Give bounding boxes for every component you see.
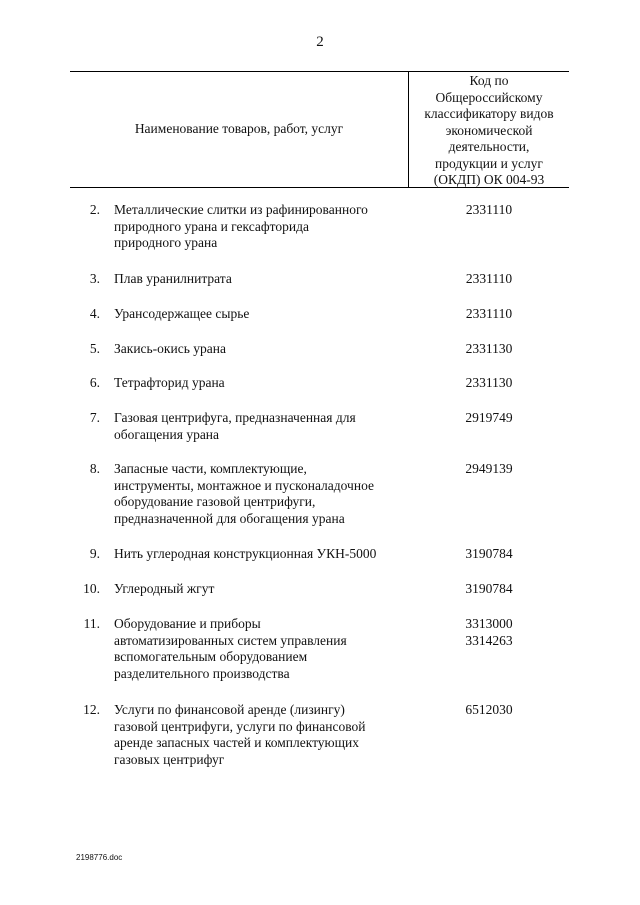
row-number: 6.: [89, 375, 100, 390]
row-number: 9.: [89, 546, 100, 561]
row-name-line: Услуги по финансовой аренде (лизингу): [114, 702, 345, 717]
row-name: [114, 546, 414, 563]
document-filename: 2198776.doc: [76, 853, 123, 862]
row-name-line: Тетрафторид урана: [114, 375, 225, 390]
row-code: [409, 306, 569, 323]
row-code: [409, 702, 569, 719]
row-name: [114, 410, 414, 443]
row-name-line: Плав уранилнитрата: [114, 271, 232, 286]
row-code-value: 3313000: [465, 616, 513, 631]
row-code-value: 2331110: [465, 271, 513, 286]
row-name-line: обогащения урана: [114, 426, 220, 442]
header-code-line: Общероссийскому: [435, 89, 543, 105]
row-number: 2.: [89, 202, 100, 217]
row-name: [114, 581, 414, 598]
row-name-line: оборудование газовой центрифуги,: [114, 494, 316, 509]
row-name-line: Урансодержащее сырье: [114, 306, 250, 321]
row-name-line: Углеродный жгут: [114, 581, 215, 596]
row-code: [409, 271, 569, 288]
header-code-line: Код по: [469, 73, 509, 88]
row-name-line: газовой центрифуги, услуги по финансовой: [114, 718, 366, 734]
row-code: [409, 410, 569, 427]
page-number: 2: [316, 34, 324, 50]
row-name-line: Закись-окись урана: [114, 341, 226, 356]
row-name: [114, 306, 414, 323]
row-code-value: 2331130: [465, 341, 513, 356]
row-number: 4.: [89, 306, 100, 321]
row-code: [409, 581, 569, 598]
row-name-line: природного урана и гексафторида: [114, 218, 309, 234]
row-code: [409, 202, 569, 219]
row-code-value: 6512030: [465, 702, 513, 717]
row-number: 8.: [89, 461, 100, 476]
row-number: 7.: [89, 410, 100, 425]
row-number: 10.: [83, 581, 100, 596]
row-name: [114, 616, 414, 682]
row-name-line: разделительного производства: [114, 665, 290, 681]
row-code-value: 2331110: [465, 202, 513, 217]
row-number: 12.: [83, 702, 100, 717]
row-code-value: 2331110: [465, 306, 513, 321]
row-code-value: 2331130: [465, 375, 513, 390]
row-code-value: 2949139: [465, 461, 513, 476]
row-number: 11.: [83, 616, 100, 631]
row-code-value: 2919749: [465, 410, 513, 425]
row-code: [409, 616, 569, 649]
header-code-line: классификатору видов: [424, 106, 554, 121]
row-name-line: Газовая центрифуга, предназначенная для: [114, 410, 356, 425]
row-code: [409, 375, 569, 392]
header-code-line: (ОКДП) ОК 004-93: [433, 172, 545, 187]
row-name-line: Нить углеродная конструкционная УКН-5000: [114, 546, 377, 561]
row-name-line: Оборудование и приборы: [114, 616, 261, 631]
row-name: [114, 461, 414, 527]
row-name-line: газовых центрифуг: [114, 751, 225, 767]
row-name: [114, 202, 414, 252]
row-name-line: вспомогательным оборудованием: [114, 649, 308, 664]
header-code-line: экономической: [445, 122, 533, 138]
row-code-value: 3190784: [465, 581, 513, 596]
row-name: [114, 341, 414, 358]
row-number: 5.: [89, 341, 100, 356]
table-top-rule: [70, 71, 569, 72]
row-name-line: предназначенной для обогащения урана: [114, 510, 345, 526]
row-name: [114, 271, 414, 288]
row-name: [114, 375, 414, 392]
header-code-column: [409, 73, 569, 189]
header-name-column: Наименование товаров, работ, услуг: [134, 121, 344, 136]
row-number: 3.: [89, 271, 100, 286]
row-name-line: природного урана: [114, 235, 218, 250]
row-name-line: Запасные части, комплектующие,: [114, 461, 307, 476]
row-name-line: аренде запасных частей и комплектующих: [114, 735, 360, 750]
row-code-value: 3190784: [465, 546, 513, 561]
row-code: [409, 546, 569, 563]
row-name-line: автоматизированных систем управления: [114, 632, 347, 648]
row-code-value: 3314263: [465, 632, 513, 648]
row-name-line: Металлические слитки из рафинированного: [114, 202, 368, 217]
row-code: [409, 341, 569, 358]
row-name: [114, 702, 414, 768]
row-code: [409, 461, 569, 478]
row-name-line: инструменты, монтажное и пусконаладочное: [114, 477, 374, 493]
header-code-line: деятельности,: [448, 139, 530, 154]
header-code-line: продукции и услуг: [435, 155, 543, 171]
